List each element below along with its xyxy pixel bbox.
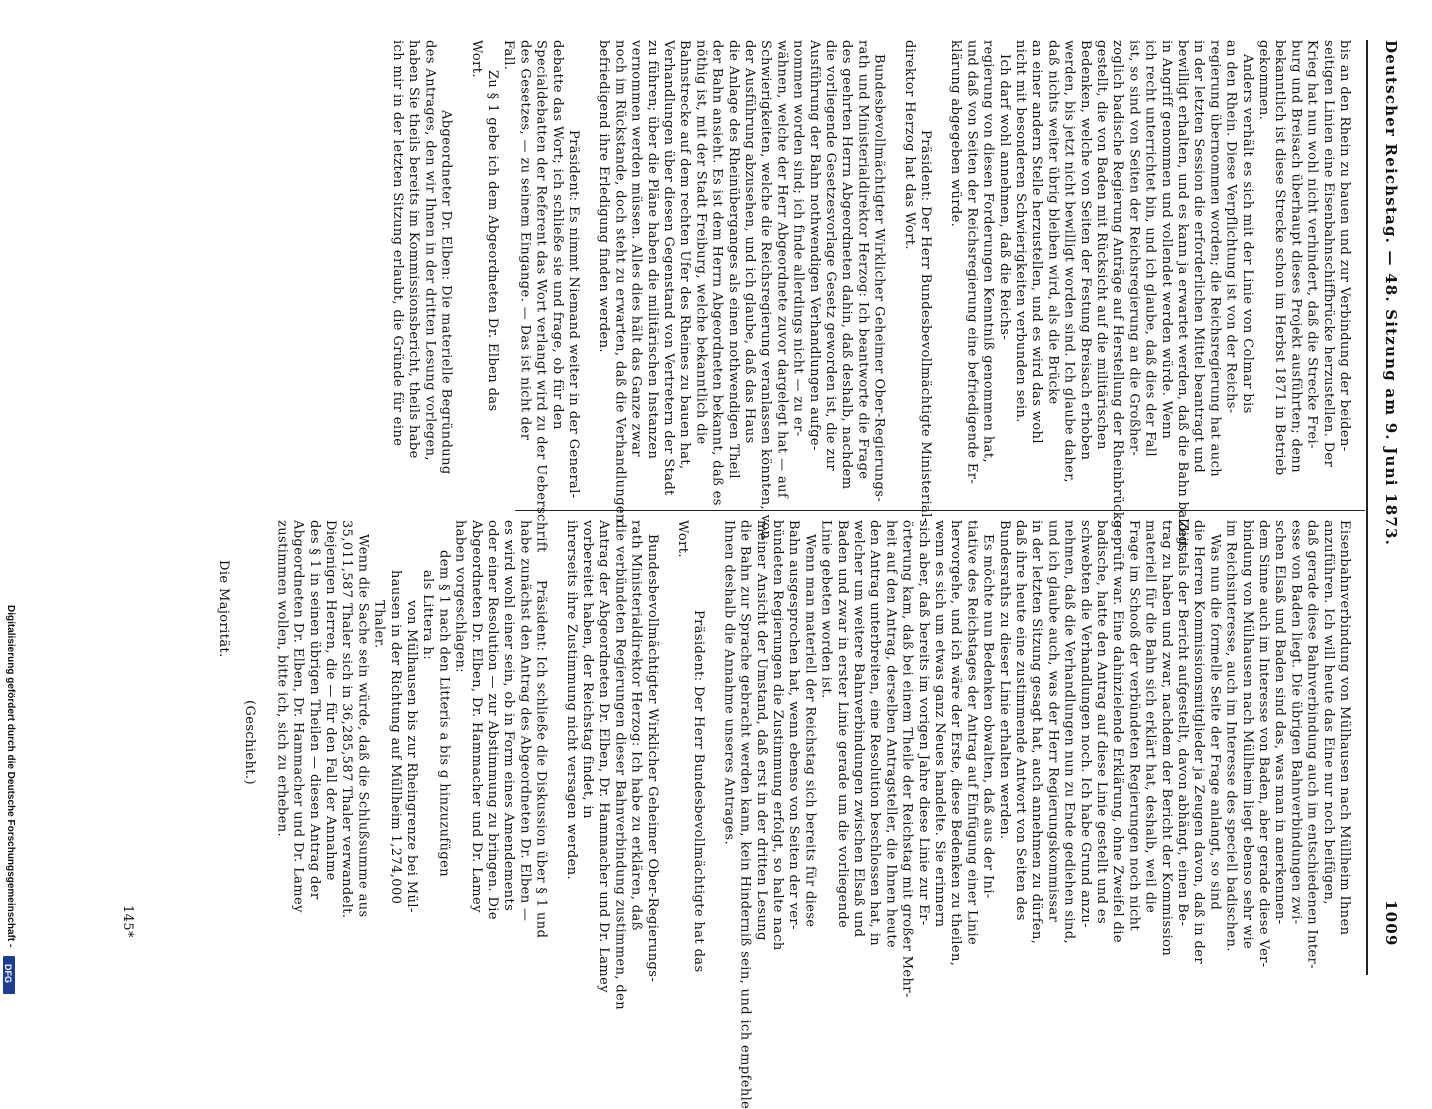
paragraph-line: nommen worden sind; ich finde allerdings nicht — zu er- — [790, 40, 806, 437]
paragraph-line: geprüft war. Eine dahinzielende Erklärung, ohne Zweifel die — [1110, 520, 1126, 943]
paragraph-line: Verhandlungen über diesen Gegenstand von Vertretern der Stadt — [661, 40, 676, 496]
paragraph-line: Eisenbahnverbindung von Mülhausen nach Müllheim Ihnen — [1337, 520, 1352, 936]
paragraph-line: im Reichsinteresse, auch im Interesse des speciell badischen. — [1223, 520, 1239, 952]
paragraph-line: die verbündeten Regierungen dieser Bahnverbindung zustimmen, den — [612, 520, 628, 1011]
paragraph-line: Bundesbevollmächtigter Wirklicher Geheimer Ober-Regierungs- — [871, 54, 887, 503]
paragraph-line: Bundesraths zu dieser Linie erhalten werden. — [996, 520, 1012, 840]
paragraph-line: rath Ministerialdirektor Herzog: Ich habe zu erklären, daß — [628, 520, 644, 931]
signature-mark: 145* — [120, 905, 135, 938]
amendment-line: Thaler. — [371, 600, 387, 649]
paragraph-line: Bedenken, welche von Seiten der Festung Breisach erhoben — [1077, 40, 1093, 461]
paragraph-line: Diejenigen Herren, die — für den Fall der Annahme — [323, 520, 338, 881]
paragraph-line: Bahn ausgesprochen hat, wenn ebenso von Seiten der ver- — [786, 520, 802, 930]
column-divider — [515, 510, 1365, 511]
paragraph-line: seitigen Linien eine Eisenbahnschiffbrücke herzustellen. Der — [1320, 40, 1336, 468]
paragraph-line: befriedigend ihre Erledigung finden werden. — [596, 40, 612, 353]
paragraph-line: regierung übernommen worden; die Reichsregierung hat auch — [1207, 40, 1223, 478]
paragraph-line: Fall. — [501, 40, 517, 71]
paragraph-line: Ihnen deshalb die Annahme unseres Antrages. — [721, 520, 737, 846]
amendment-line: von Mülhausen bis zur Rheingrenze bei Mül- — [404, 600, 419, 913]
paragraph-line: hervorgehe, und ich wäre der Erste, diese Bedenken zu theilen, — [948, 520, 964, 967]
paragraph-line: Specialdebatten der Referent das Wort verlangt wird zu der Ueberschrift — [533, 40, 549, 553]
speaker-heading: Präsident: Ich schließe die Diskussion über § 1 und — [533, 580, 549, 939]
paragraph-line: Zeit, als der Bericht aufgestellt, davon abhängt, einen Be- — [1175, 520, 1190, 927]
paragraph-line: Was nun die formelle Seite der Frage anlangt, so sind — [1207, 534, 1223, 911]
paragraph-line: bis an den Rhein zu bauen und zur Verbindung der beiden- — [1337, 40, 1352, 452]
paragraph-line: und ich glaube auch, was der Herr Regierungskommissar — [1045, 520, 1061, 923]
paragraph-line: des geehrten Herrn Abgeordneten dahin, daß deshalb, nachdem — [839, 40, 855, 490]
paragraph-line: Abgeordneten Dr. Elben, Dr. Hammacher und Dr. Lamey — [468, 520, 484, 913]
paragraph-line: bündeten Regierungen die Zustimmung erfolgt, so halte nach — [770, 520, 785, 951]
paragraph-line: dem Sinne auch im Interesse von Baden, aber gerade diese Ver- — [1256, 520, 1271, 968]
amendment-line: als Littera h: — [420, 570, 436, 661]
paragraph-line: oder einer Resolution — zur Abstimmung zu bringen. Die — [485, 520, 500, 920]
paragraph-line: Linie gebeten worden ist. — [818, 520, 834, 699]
paragraph-line: meiner Ansicht der Umstand, daß erst in der dritten Lesung — [753, 520, 769, 941]
vote-note: (Geschieht.) — [242, 700, 258, 785]
paragraph-line: Bundesbevollmächtigter Wirklicher Geheimer Ober-Regierungs- — [644, 534, 660, 983]
paragraph-line: Schwierigkeiten, welche die Reichsregierung veranlassen könnten, von — [758, 40, 774, 540]
paragraph-line: esse von Baden liegt. Die übrigen Bahnverbindungen zwi- — [1288, 520, 1304, 925]
paragraph-line: Wort. — [468, 40, 484, 78]
paragraph-line: trag zu haben und zwar, nachdem der Bericht der Kommission — [1158, 520, 1174, 957]
paragraph-line: bindung von Mülhausen nach Müllheim liegt ebenso sehr wie — [1239, 520, 1255, 950]
paragraph-line: örterung kam, daß bei einem Theile der Reichstag mit großer Mehr- — [899, 520, 915, 998]
paragraph-line: die Bahn zur Sprache gebracht werden kann, kein Hinderniß sein, und ich empfehle — [737, 520, 753, 1109]
paragraph-line: materiell für die Bahn sich erklärt hat, deshalb, weil die — [1142, 520, 1158, 914]
paragraph-line: Abgeordneten Dr. Elben, Dr. Hammacher und Dr. Lamey — [290, 520, 306, 913]
paragraph-line: in der letzten Sitzung gesagt hat, auch annehmen zu dürfen, — [1029, 520, 1045, 945]
speaker-heading: Präsident: Der Herr Bundesbevollmächtigte hat das — [691, 610, 707, 973]
paragraph-line: Ich darf wohl annehmen, daß die Reichs- — [996, 54, 1012, 341]
speaker-heading: Präsident: Der Herr Bundesbevollmächtigte Ministerial- — [918, 130, 933, 523]
paragraph-line: die Herren Kommissionsmitglieder ja Zeugen davon, daß in der — [1191, 520, 1207, 964]
paragraph-line: Baden und zwar in erster Linie gerade um die vorliegende — [834, 520, 850, 929]
paragraph-line: in der letzten Session die erforderlichen Mittel beantragt und — [1191, 40, 1207, 474]
paragraph-line: Wenn die Sache sein würde, daß die Schlußsumme aus — [355, 534, 371, 918]
paragraph-line: Krieg hat nun wohl nicht verhindert, daß die Strecke Frei- — [1304, 40, 1320, 449]
dfg-logo-text: DFG — [3, 964, 13, 983]
paragraph-line: burg und Breisach überhaupt dieses Projekt ausführten; denn — [1288, 40, 1304, 473]
paragraph-line: Ausführung der Bahn nothwendigen Verhandlungen aufge- — [806, 40, 822, 451]
paragraph-line: wähnen, welche der Herr Abgeordnete zuvor dargelegt hat — auf — [774, 40, 790, 499]
paragraph-line: rath und Ministerialdirektor Herzog: Ich beantworte die Frage — [855, 40, 871, 480]
paragraph-line: die vorliegende Gesetzesvorlage Gesetz geworden ist, die zur — [823, 40, 838, 471]
paragraph-line: ich recht unterrichtet bin, und ich glaube, daß dies der Fall — [1142, 40, 1158, 458]
paragraph-line: nehmen, daß die Verhandlungen nun zu Ende gediehen sind, — [1061, 520, 1077, 945]
paragraph-line: daß ihre heute eine zustimmende Antwort von Seiten des — [1013, 520, 1028, 921]
paragraph-line: welcher um weitere Bahnverbindungen zwischen Elsaß und — [851, 520, 866, 938]
paragraph-line: die Anlage des Rheinüberganges als einen nothwendigen Theil — [725, 40, 741, 479]
paragraph-line: der Bahn ansieht. Es ist dem Herrn Abgeordneten bekannt, daß es — [709, 40, 725, 506]
paragraph-line: bekanntlich ist diese Strecke schon im Herbst 1871 in Betrieb — [1272, 40, 1288, 476]
paragraph-line: gestellt, die von Baden mit Rücksicht auf die militärischen — [1094, 40, 1109, 450]
page-number: 1009 — [1382, 900, 1400, 947]
paragraph-line: in Angriff genommen und vollendet werden würde. Wenn — [1158, 40, 1174, 440]
paragraph-line: ist, so sind von Seiten der Reichsregierung an die Großher- — [1126, 40, 1142, 457]
paragraph-line: Antrag der Abgeordneten Dr. Elben, Dr. Hammacher und Dr. Lamey — [596, 520, 612, 993]
paragraph-line: und daß von Seiten der Reichsregierung eine befriedigende Er- — [964, 40, 980, 485]
vote-result: Die Majorität. — [216, 560, 231, 658]
paragraph-line: vorbereitet haben, der Reichstag findet, in — [580, 520, 595, 819]
paragraph-line: zu führen; über die Pläne haben die militärischen Instanzen — [644, 40, 660, 460]
paragraph-line: zoglich badische Regierung Anträge auf Herstellung der Rheinbrücke — [1110, 40, 1126, 529]
paragraph-line: 35,011,587 Thaler sich in 36,285,587 Thaler verwandelt. — [339, 520, 355, 919]
dfg-logo — [3, 956, 15, 994]
paragraph-line: klärung abgegeben würde. — [948, 40, 964, 228]
speaker-heading: Präsident: Es nimmt Niemand weiter in der General- — [566, 130, 581, 499]
paragraph-line: an einer andern Stelle herzustellen, und es wird das wohl — [1029, 40, 1045, 444]
paragraph-line: des § 1 in seinen übrigen Theilen — diesen Antrag der — [306, 520, 322, 900]
paragraph-line: an den Rhein. Diese Verpflichtung ist von der Reichs- — [1223, 40, 1239, 414]
paragraph-line: des Antrages, den wir Ihnen in der dritten Lesung vorlegen, — [422, 40, 438, 461]
paragraph-line: gekommen. — [1256, 40, 1271, 121]
paragraph-line: heit auf den Antrag, derselben Antragsteller, die Ihnen heute — [883, 520, 899, 949]
paragraph-line: haben vorgeschlagen: — [452, 520, 468, 674]
speaker-heading: Abgeordneter Dr. Elben: Die materielle Begründung — [438, 110, 454, 475]
paragraph-line: daß gerade diese Bahnverbindung auch im entschiedenen Inter- — [1304, 520, 1320, 969]
paragraph-line: bewilligt erhalten, und es kann ja erwartet werden, daß die Bahn baldigst — [1175, 40, 1190, 558]
paragraph-line: ihrerseits ihre Zustimmung nicht versagen werden. — [563, 520, 579, 880]
dfg-credit: Digitalisierung gefördert durch die Deutsche Forschungsgemeinschaft - — [5, 605, 16, 948]
paragraph-line: Bahnstrecke auf dem rechten Ufer des Rheines zu bauen hat, — [677, 40, 693, 470]
paragraph-line: es wird wohl einer sein, ob in Form eines Amendements — [501, 520, 517, 912]
paragraph-line: anzuführen. Ich will heute das Eine nur noch beifügen, — [1320, 520, 1336, 905]
paragraph-line: haben Sie theils bereits im Kommissionsbericht, theils habe — [406, 40, 422, 459]
paragraph-line: Anders verhält es sich mit der Linie von Colmar bis — [1239, 54, 1255, 414]
running-head: Deutscher Reichstag. — 48. Sitzung am 9. Juni 1873. — [1382, 40, 1400, 547]
paragraph-line: werden, bis jetzt nicht bewilligt worden sind. Ich glaube daher, — [1061, 40, 1077, 483]
paragraph-line: badische, hatte den Antrag auf diese Linie gestellt und es — [1094, 520, 1109, 925]
paragraph-line: Wenn man materiell der Reichstag sich bereits für diese — [802, 534, 818, 928]
head-rule — [1366, 40, 1368, 975]
paragraph-line: nicht mit besonderen Schwierigkeiten verbunden sein. — [1013, 40, 1028, 423]
paragraph-line: regierung von diesen Forderungen Kenntniß genommen hat, — [980, 40, 996, 463]
paragraph-line: Frage im Schooß der verbündeten Regierungen noch nicht — [1126, 520, 1142, 932]
paragraph-line: ich mir in der letzten Sitzung erlaubt, die Gründe für eine — [390, 40, 405, 447]
paragraph-line: daß nichts weiter übrig bleiben wird, als die Brücke — [1045, 40, 1061, 405]
paragraph-line: schen Elsaß und Baden sind das, was man in anerkennen- — [1272, 520, 1288, 925]
amendment-line: dem § 1 nach den Litteris a bis g hinzuzufügen — [436, 550, 452, 877]
paragraph-line: wenn es sich um etwas ganz Neues handelte. Sie erinnern — [932, 520, 947, 928]
paragraph-line: sich aber, daß bereits im vorigen Jahre diese Linie zur Er- — [915, 520, 931, 926]
paragraph-line: schwebten die Verhandlungen noch. Ich habe Grund anzu- — [1077, 520, 1093, 928]
paragraph-line: vernommen werden müssen. Alles dies hält das Ganze zwar — [628, 40, 644, 458]
paragraph-line: debatte das Wort; ich schließe sie und frage, ob für den — [549, 40, 565, 430]
amendment-line: hausen in der Richtung auf Müllheim 1,274,000 — [387, 570, 403, 905]
paragraph-line: Es möchte nun Bedenken obwalten, daß aus der Ini- — [980, 534, 996, 899]
paragraph-line: den Antrag unterbreiten, eine Resolution beschlossen hat, in — [867, 520, 883, 947]
paragraph-line: des Gesetzes, — zu seinem Eingange. — Das ist nicht der — [517, 40, 533, 441]
paragraph-line: der Ausführung abzusehen, und ich glaube, daß das Haus — [742, 40, 757, 444]
paragraph-line: zustimmen wollen, bitte ich, sich zu erheben. — [274, 520, 290, 838]
paragraph-line: tiative des Reichstages der Antrag auf Einfügung einer Linie — [964, 520, 980, 946]
paragraph-line: Wort. — [675, 520, 690, 558]
paragraph-line: noch im Rückstande, doch steht zu erwarten, daß die Verhandlungen — [612, 40, 628, 523]
paragraph-line: nöthig ist, mit der Stadt Freiburg, welche bekanntlich die — [693, 40, 709, 445]
paragraph-line: Zu § 1 gebe ich dem Abgeordneten Dr. Elben das — [485, 70, 500, 412]
paragraph-line: habe zunächst den Antrag des Abgeordneten Dr. Elben — — [517, 520, 533, 922]
paragraph-line: direktor Herzog hat das Wort. — [901, 40, 917, 250]
